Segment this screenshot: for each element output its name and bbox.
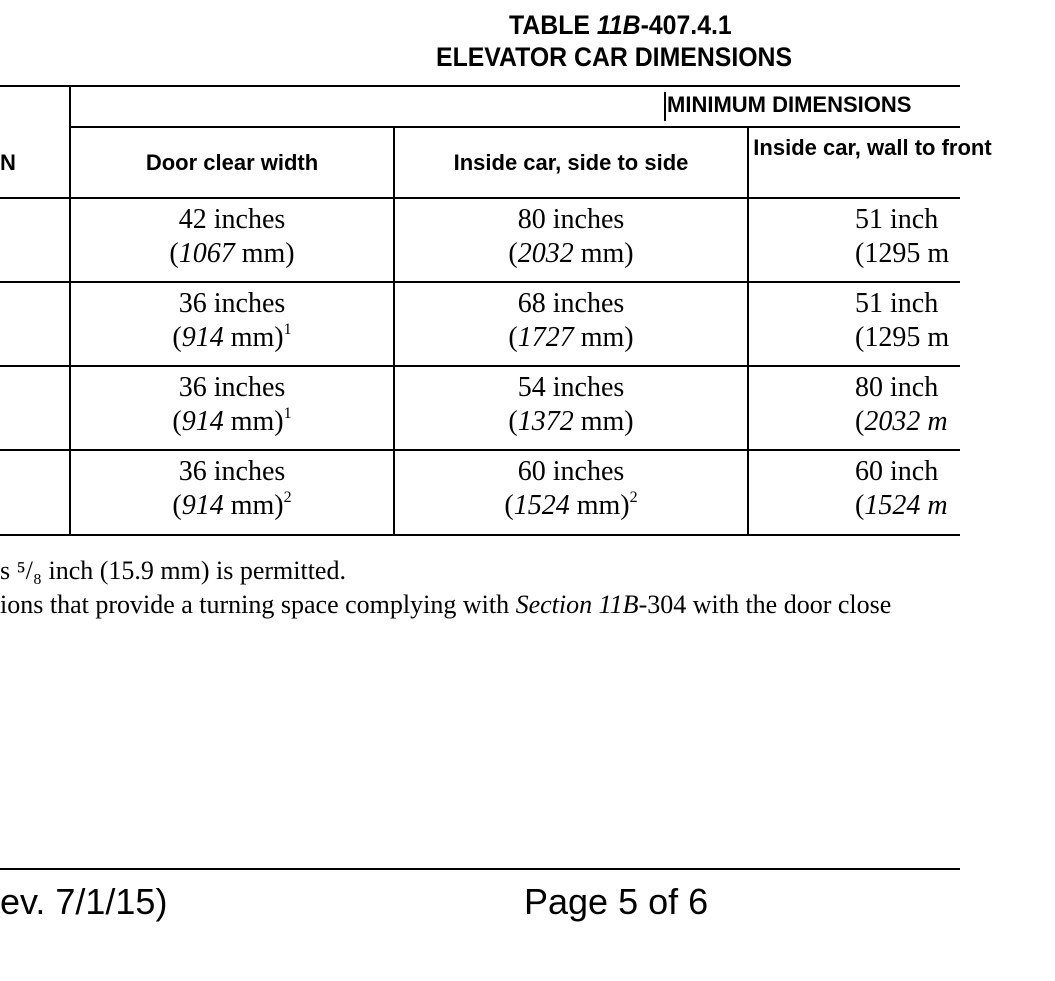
table-row-divider: [0, 281, 960, 283]
table-cell-side: 60 inches (1524 mm)$^2$: [504, 456, 638, 521]
column-header-door-clear-width: Door clear width: [145, 150, 319, 175]
table-row-divider: [0, 449, 960, 451]
table-cell-door: 36 inches (914 mm)$^2$: [172, 456, 292, 521]
table-title: ELEVATOR CAR DIMENSIONS: [436, 42, 793, 72]
table-cell-side: 80 inches (2032 mm): [508, 204, 634, 269]
column-header-wall-to-front: Inside car, wall to front: [753, 135, 992, 160]
footer-page-number: Page 5 of 6: [524, 881, 709, 922]
table-header-bottom-border: [0, 197, 960, 199]
table-cell-side: 68 inches (1727 mm): [508, 288, 634, 353]
table-top-border: [0, 85, 960, 87]
table-cell-front: 51 inch (1295 m: [855, 204, 950, 269]
column-header-fragment: N: [0, 150, 16, 175]
table-column-divider: [747, 127, 749, 535]
table-cell-front: 51 inch (1295 m: [855, 288, 950, 353]
table-row-divider: [0, 365, 960, 367]
text-cursor: [664, 92, 666, 121]
footer-revision-date: ev. 7/1/15): [0, 881, 168, 922]
table-title-number: TABLE 11B-407.4.1: [509, 10, 732, 40]
table-bottom-border: [0, 534, 960, 536]
column-header-side-to-side: Inside car, side to side: [453, 150, 689, 175]
table-cell-door: 36 inches (914 mm)$^1$: [172, 372, 292, 437]
table-cell-side: 54 inches (1372 mm): [508, 372, 634, 437]
table-cell-front: 60 inch (1524 m: [855, 456, 948, 521]
footer-rule: [0, 868, 960, 870]
table-cell-door: 42 inches (1067 mm): [169, 204, 295, 269]
group-header-minimum-dimensions: MINIMUM DIMENSIONS: [667, 92, 912, 117]
table-cell-front: 80 inch (2032 m: [855, 372, 948, 437]
table-header-divider: [70, 126, 960, 128]
footnote-1: s ⁵/₈ inch (15.9 mm) is permitted.: [0, 556, 346, 585]
table-cell-door: 36 inches (914 mm)$^1$: [172, 288, 292, 353]
footnote-2: ions that provide a turning space complying with Section 11B-304 with the door close: [0, 590, 892, 619]
